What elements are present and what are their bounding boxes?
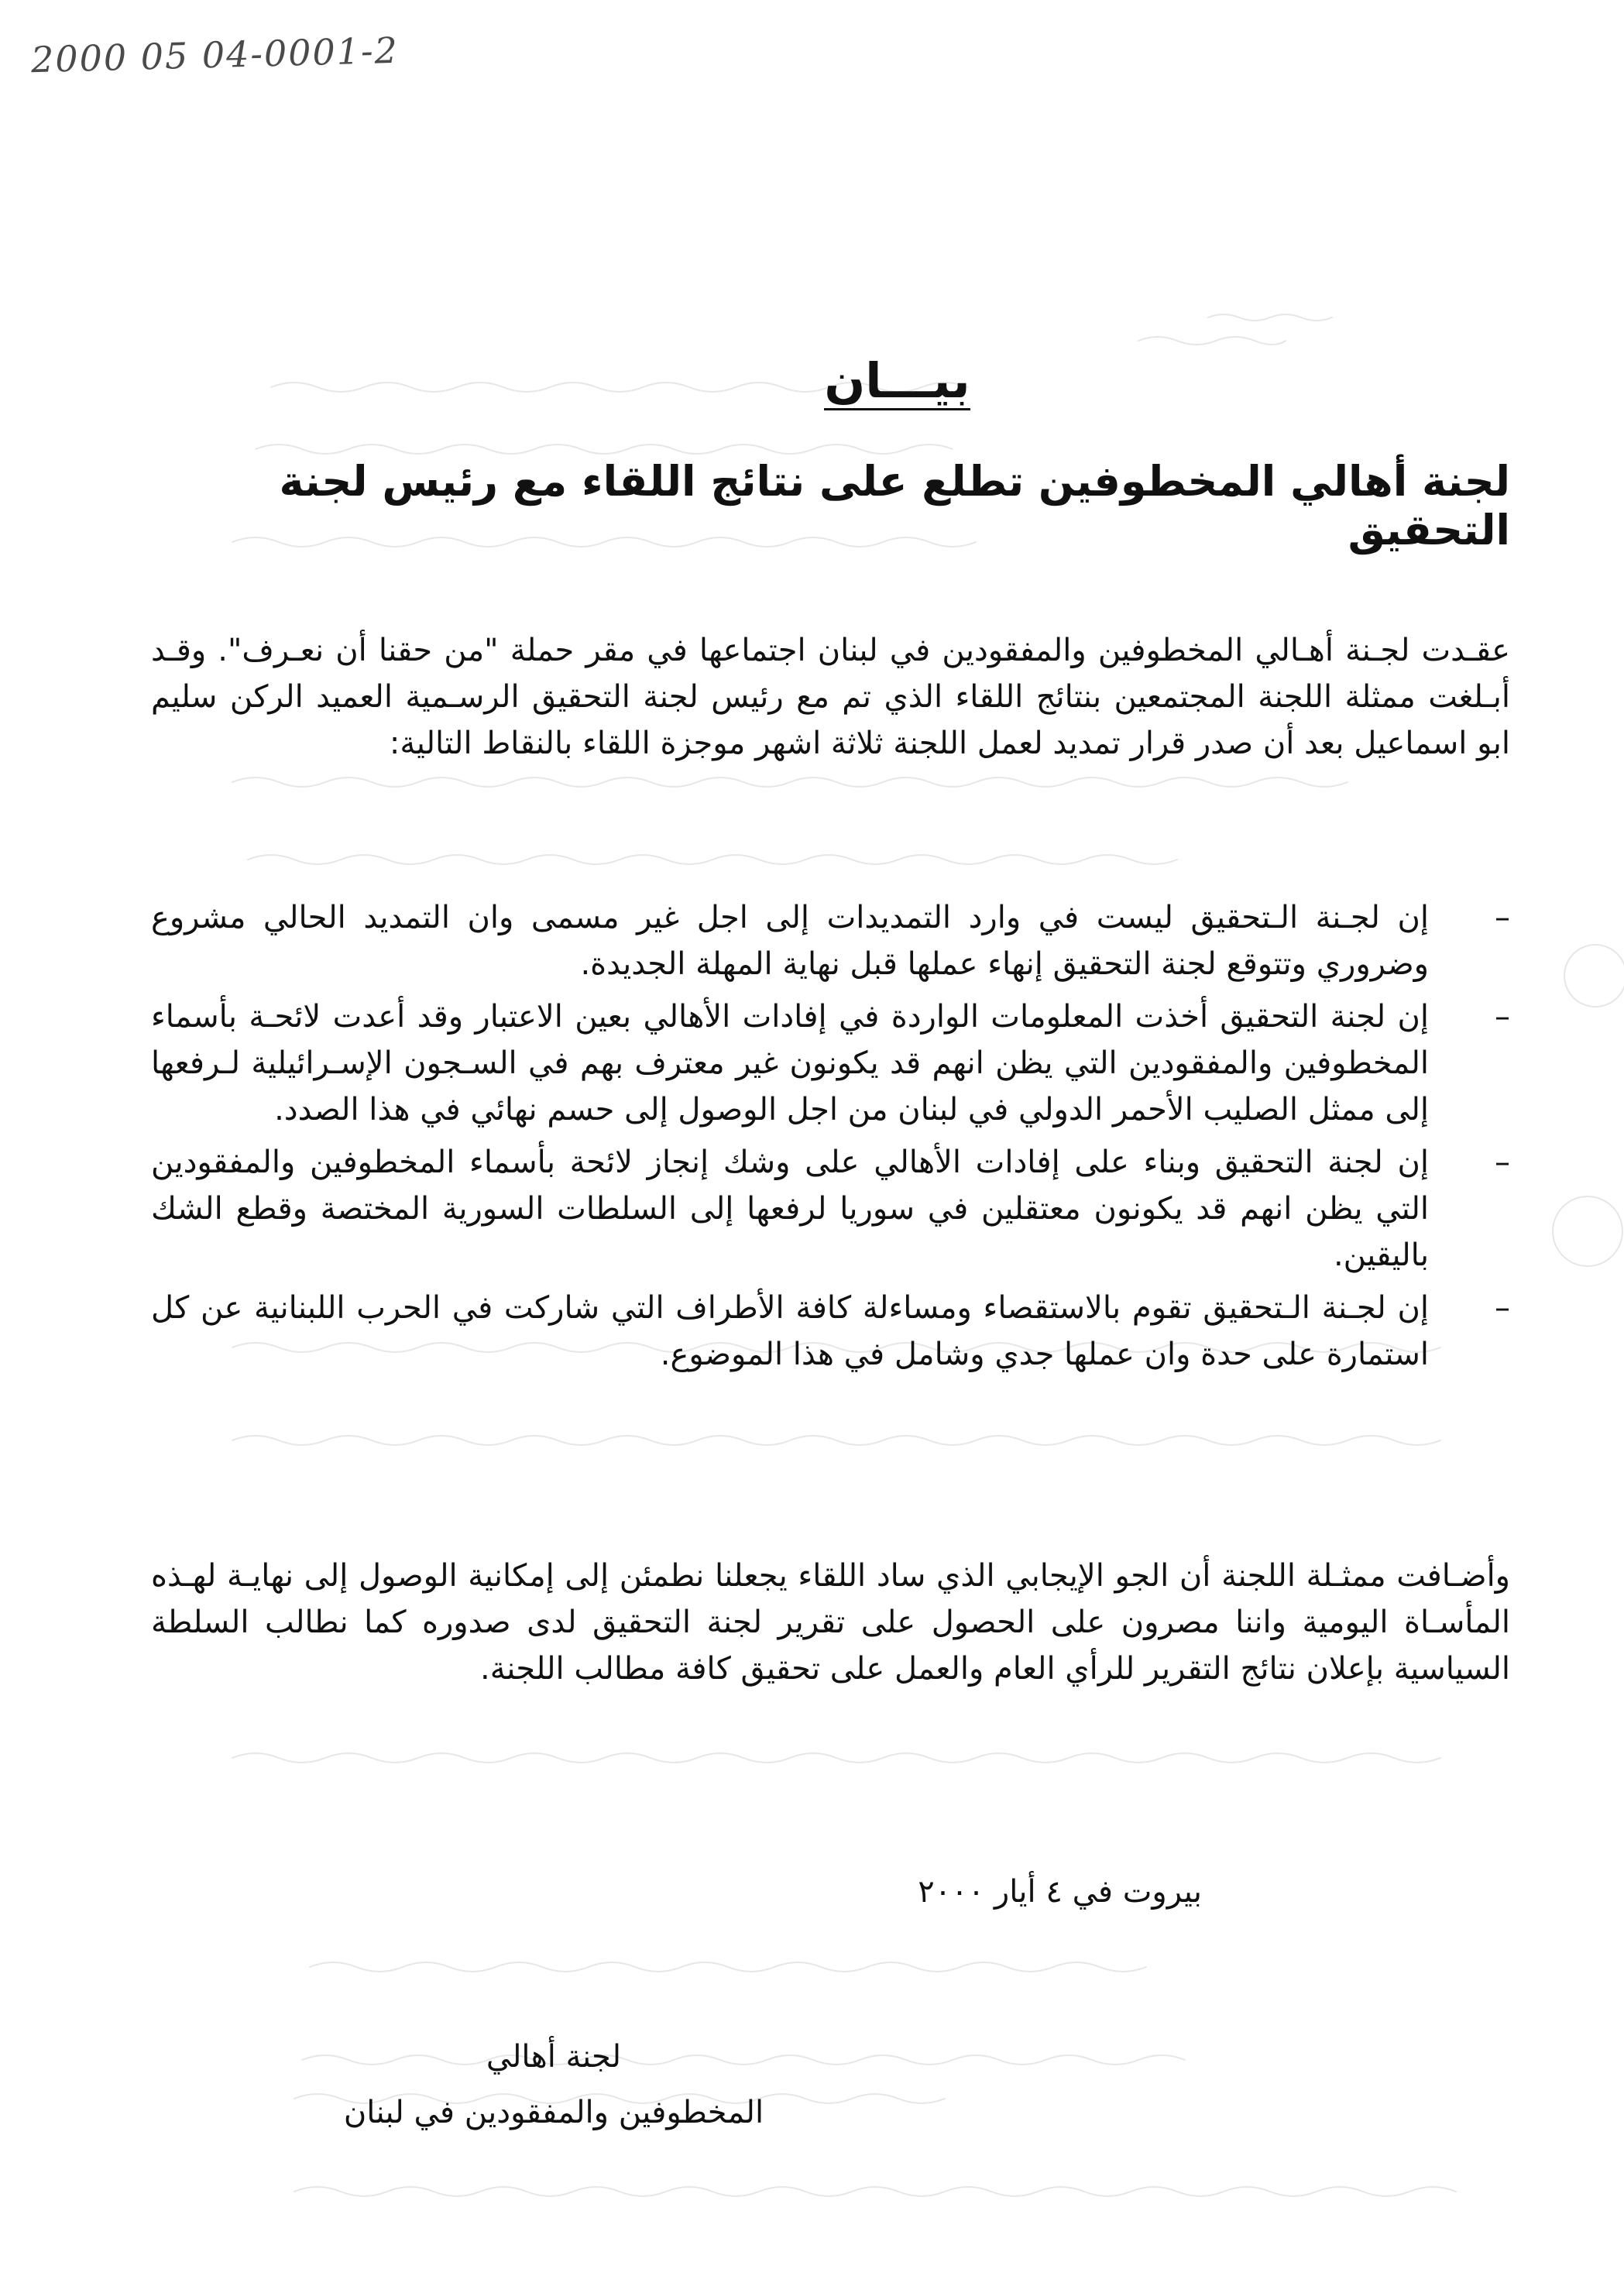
- document-date: بيروت في ٤ أيار ٢٠٠٠: [918, 1874, 1202, 1910]
- bullet-dash: –: [1495, 999, 1510, 1035]
- document-title-text: بيـــان: [824, 353, 970, 410]
- signature-block: [310, 2029, 798, 2140]
- signature-line-2: المخطوفين والمفقودين في لبنان: [343, 2095, 764, 2130]
- signature-line-1: لجنة أهالي: [486, 2039, 622, 2075]
- archive-reference-number: 2000 05 04-0001-2: [30, 29, 400, 81]
- list-item: [151, 994, 1510, 1133]
- points-list: [151, 894, 1510, 1384]
- bullet-dash: –: [1495, 1145, 1510, 1180]
- bullet-dash: –: [1495, 1290, 1510, 1326]
- list-item: [151, 1285, 1510, 1378]
- document-subtitle: لجنة أهالي المخطوفين تطلع على نتائج اللقاء مع رئيس لجنة التحقيق: [279, 457, 1510, 554]
- list-item: [151, 1139, 1510, 1279]
- intro-paragraph: عقـدت لجـنة أهـالي المخطوفين والمفقودين في لبنان اجتماعها في مقر حملة "من حقنا أن نعـرف". وقـد أبـلغت ممثلة اللجنة المجتمعين بنتائج اللقاء الذي تم مع رئيس لجنة التحقيق الرسـمية العميد الركن سليم ابو اسماعيل بعد أن صدر قرار تمديد لعمل اللجنة ثلاثة اشهر موجزة اللقاء بالنقاط التالية:: [151, 633, 1510, 761]
- list-item: [151, 894, 1510, 987]
- point-text: إن لجنة التحقيق أخذت المعلومات الواردة في إفادات الأهالي بعين الاعتبار وقد أعدت لائحـة بأسماء المخطوفين والمفقودين التي يظن انهم قد يكونون غير معترف بهم في السـجون الإسـرائيلية لـرفعها إلى ممثل الصليب الأحمر الدولي في لبنان من اجل الوصول إلى حسم نهائي في هذا الصدد.: [151, 999, 1429, 1128]
- bullet-dash: –: [1495, 900, 1510, 935]
- document-title: [0, 352, 1624, 410]
- closing-paragraph: وأضـافت ممثـلة اللجنة أن الجو الإيجابي الذي ساد اللقاء يجعلنا نطمئن إلى إمكانية الوصول إلى نهايـة لهـذه المأسـاة اليومية واننا مصرون على الحصول على تقرير لجنة التحقيق لدى صدوره كما نطالب السلطة السياسية بإعلان نتائج التقرير للرأي العام والعمل على تحقيق كافة مطالب اللجنة.: [151, 1558, 1510, 1687]
- point-text: إن لجنة التحقيق وبناء على إفادات الأهالي على وشك إنجاز لائحة بأسماء المخطوفين والمفقودين التي يظن انهم قد يكونون معتقلين في سوريا لرفعها إلى السلطات السورية المختصة وقطع الشك باليقين.: [151, 1145, 1429, 1273]
- point-text: إن لجـنة الـتحقيق ليست في وارد التمديدات إلى اجل غير مسمى وان التمديد الحالي مشروع وضروري وتتوقع لجنة التحقيق إنهاء عملها قبل نهاية المهلة الجديدة.: [151, 900, 1429, 982]
- point-text: إن لجـنة الـتحقيق تقوم بالاستقصاء ومساءلة كافة الأطراف التي شاركت في الحرب اللبنانية عن كل استمارة على حدة وان عملها جدي وشامل في هذا الموضوع.: [151, 1290, 1429, 1372]
